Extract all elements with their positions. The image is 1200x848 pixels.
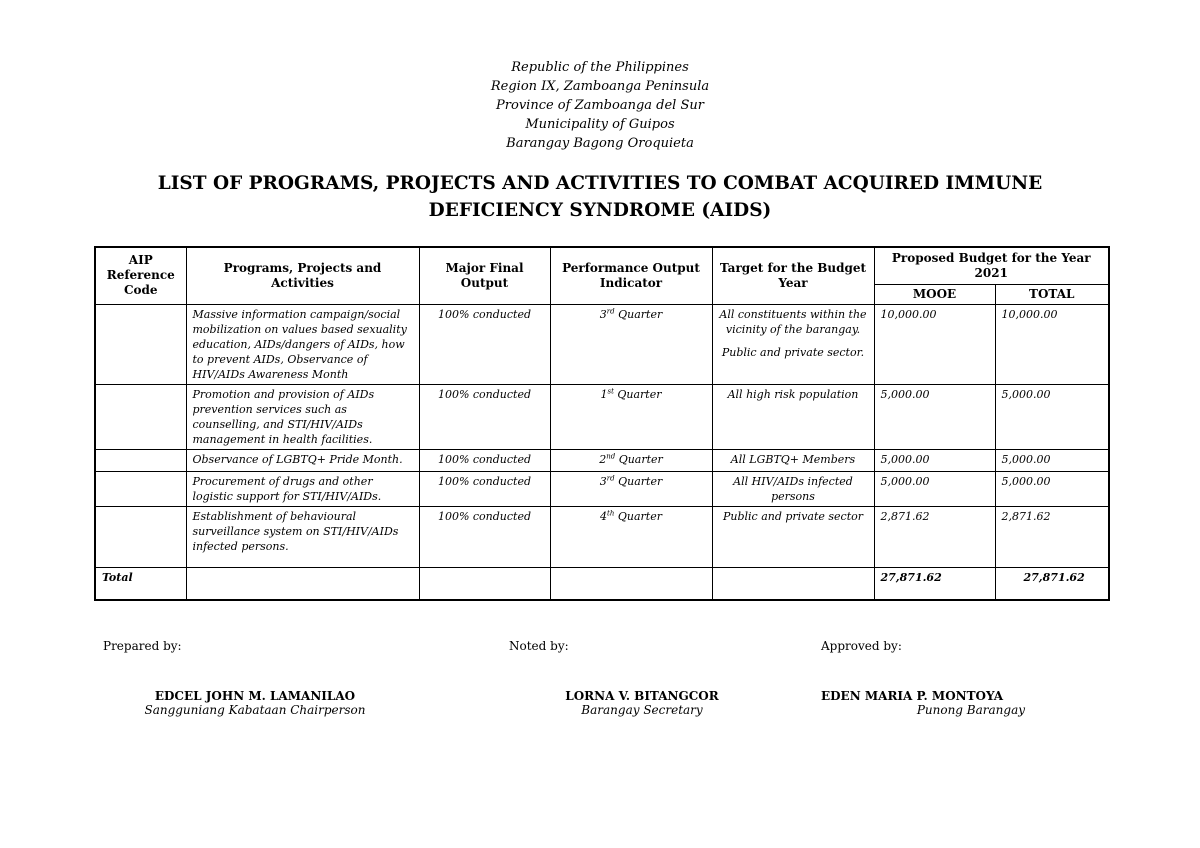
cell-total: 10,000.00 — [995, 304, 1109, 384]
table-row — [95, 506, 1109, 567]
cell-total: 2,871.62 — [995, 506, 1109, 567]
prepared-by-label: Prepared by: — [103, 639, 182, 653]
cell-target: All constituents within the vicinity of the barangay. Public and private sector. — [712, 304, 874, 384]
table-row — [95, 304, 1109, 384]
approved-position: Punong Barangay — [916, 703, 1025, 717]
header-aip-code: AIP Reference Code — [95, 247, 186, 304]
noted-position: Barangay Secretary — [581, 703, 703, 717]
header-programs: Programs, Projects and Activities — [186, 247, 419, 304]
total-label: Total — [95, 567, 186, 600]
total-mooe: 27,871.62 — [874, 567, 995, 600]
approved-by-label: Approved by: — [821, 639, 902, 653]
noted-signatory — [522, 689, 762, 717]
header-line-country: Republic of the Philippines — [511, 60, 689, 75]
cell-total: 5,000.00 — [995, 384, 1109, 449]
prepared-position: Sangguniang Kabataan Chairperson — [144, 703, 366, 717]
title-line-1: LIST OF PROGRAMS, PROJECTS AND ACTIVITIES TO COMBAT ACQUIRED IMMUNE — [157, 173, 1043, 194]
cell-mooe: 5,000.00 — [874, 449, 995, 471]
cell-program: Establishment of behavioural surveillance system on STI/HIV/AIDs infected persons. — [186, 506, 419, 567]
header-indicator: Performance Output Indicator — [550, 247, 712, 304]
total-empty-cell — [419, 567, 550, 600]
cell-program: Procurement of drugs and other logistic support for STI/HIV/AIDs. — [186, 471, 419, 506]
approved-signatory — [815, 689, 1025, 717]
header-proposed-budget: Proposed Budget for the Year 2021 — [874, 247, 1109, 284]
cell-output: 100% conducted — [419, 506, 550, 567]
cell-mooe: 10,000.00 — [874, 304, 995, 384]
cell-program: Massive information campaign/social mobilization on values based sexuality education, AIDs/dangers of AIDs, how to prevent AIDs, Observance of HIV/AIDs Awareness Month — [186, 304, 419, 384]
cell-aip — [95, 506, 186, 567]
header-mooe: MOOE — [874, 284, 995, 304]
total-empty-cell — [550, 567, 712, 600]
cell-target: All HIV/AIDs infected persons — [712, 471, 874, 506]
noted-name: LORNA V. BITANGCOR — [565, 689, 719, 703]
noted-by-label: Noted by: — [509, 639, 569, 653]
total-empty-cell — [186, 567, 419, 600]
prepared-name: EDCEL JOHN M. LAMANILAO — [154, 689, 356, 703]
cell-mooe: 2,871.62 — [874, 506, 995, 567]
cell-output: 100% conducted — [419, 471, 550, 506]
header-major-output: Major Final Output — [419, 247, 550, 304]
cell-indicator: 4th Quarter — [550, 506, 712, 567]
header-line-barangay: Barangay Bagong Oroquieta — [506, 136, 694, 151]
cell-indicator: 3rd Quarter — [550, 304, 712, 384]
total-empty-cell — [712, 567, 874, 600]
approved-name: EDEN MARIA P. MONTOYA — [821, 689, 1004, 703]
cell-aip — [95, 471, 186, 506]
prepared-signatory — [120, 689, 390, 717]
table-row — [95, 384, 1109, 449]
cell-indicator: 3rd Quarter — [550, 471, 712, 506]
table-row — [95, 471, 1109, 506]
header-line-municipality: Municipality of Guipos — [525, 117, 675, 132]
cell-aip — [95, 384, 186, 449]
document-title — [100, 170, 1100, 224]
ppa-table — [94, 246, 1110, 601]
cell-indicator: 1st Quarter — [550, 384, 712, 449]
header-target: Target for the Budget Year — [712, 247, 874, 304]
cell-indicator: 2nd Quarter — [550, 449, 712, 471]
cell-target: Public and private sector — [712, 506, 874, 567]
title-line-2: DEFICIENCY SYNDROME (AIDS) — [428, 200, 772, 221]
cell-output: 100% conducted — [419, 304, 550, 384]
header-line-province: Province of Zamboanga del Sur — [496, 98, 704, 113]
letterhead — [0, 58, 1200, 153]
cell-program: Observance of LGBTQ+ Pride Month. — [186, 449, 419, 471]
cell-aip — [95, 449, 186, 471]
cell-mooe: 5,000.00 — [874, 471, 995, 506]
cell-output: 100% conducted — [419, 384, 550, 449]
total-row — [95, 567, 1109, 600]
header-total: TOTAL — [995, 284, 1109, 304]
cell-total: 5,000.00 — [995, 449, 1109, 471]
cell-total: 5,000.00 — [995, 471, 1109, 506]
cell-aip — [95, 304, 186, 384]
cell-program: Promotion and provision of AIDs prevention services such as counselling, and STI/HIV/AIDs management in health facilities. — [186, 384, 419, 449]
cell-target: All high risk population — [712, 384, 874, 449]
cell-output: 100% conducted — [419, 449, 550, 471]
cell-mooe: 5,000.00 — [874, 384, 995, 449]
total-total: 27,871.62 — [995, 567, 1109, 600]
cell-target: All LGBTQ+ Members — [712, 449, 874, 471]
header-line-region: Region IX, Zamboanga Peninsula — [490, 79, 710, 94]
table-row — [95, 449, 1109, 471]
